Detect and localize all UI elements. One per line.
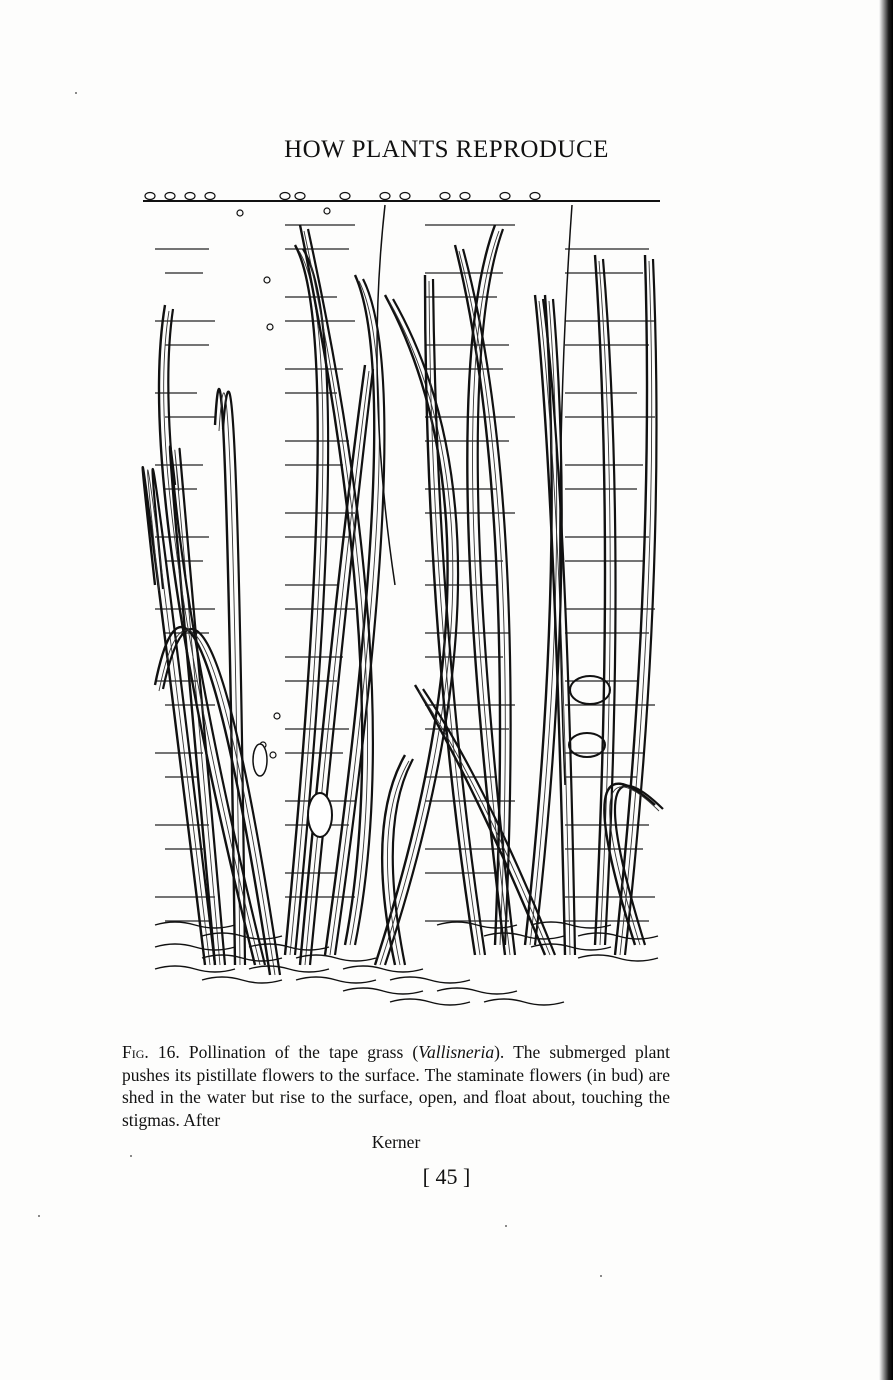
vallisneria-engraving <box>95 185 695 1015</box>
floating-flower <box>145 193 155 200</box>
leaf-edge <box>455 245 500 945</box>
paper-speck <box>505 1225 507 1227</box>
sediment-stroke <box>155 966 235 972</box>
figure-label: Fig. 16. <box>122 1042 180 1062</box>
bubble <box>264 277 270 283</box>
floating-flower <box>340 193 350 200</box>
floating-flower <box>380 193 390 200</box>
sediment-stroke <box>249 966 329 972</box>
sediment-stroke <box>390 999 470 1005</box>
leaf-edge <box>433 279 485 955</box>
caption-credit: Kerner <box>371 1132 421 1152</box>
sediment-stroke <box>202 977 282 983</box>
sediment-stroke <box>484 999 564 1005</box>
sediment-stroke <box>296 955 376 961</box>
floating-flower <box>460 193 470 200</box>
sediment-stroke <box>343 988 423 994</box>
bubble <box>274 713 280 719</box>
paper-speck <box>600 1275 602 1277</box>
leaf-edge <box>385 299 458 965</box>
caption-genus: Vallisneria <box>418 1042 495 1062</box>
leaf-edge <box>155 627 270 975</box>
bubble <box>267 324 273 330</box>
leaf-edge <box>143 467 205 965</box>
sediment-stroke <box>437 988 517 994</box>
sediment-stroke <box>343 966 423 972</box>
leaf-edge <box>285 245 318 955</box>
sediment-stroke <box>155 922 235 928</box>
bubble <box>237 210 243 216</box>
sediment-stroke <box>202 933 282 939</box>
running-title: HOW PLANTS REPRODUCE <box>284 136 609 163</box>
sediment-stroke <box>296 977 376 983</box>
floating-flower <box>400 193 410 200</box>
staminate-spathe <box>308 793 332 837</box>
sediment-stroke <box>578 955 658 961</box>
page-number: [ 45 ] <box>422 1164 471 1189</box>
floating-flower <box>440 193 450 200</box>
caption-lead: Pollination of the tape grass ( <box>188 1042 419 1062</box>
bubble <box>270 752 276 758</box>
floating-flower <box>295 193 305 200</box>
paper-speck <box>75 92 77 94</box>
leaf-edge <box>153 469 215 965</box>
river-bed <box>155 922 658 1005</box>
sediment-stroke <box>390 977 470 983</box>
floating-flower <box>500 193 510 200</box>
floating-flower <box>205 193 215 200</box>
floating-flower <box>280 193 290 200</box>
leaf-edge <box>425 275 475 955</box>
flower-stalk <box>377 205 395 585</box>
ribbon-leaves <box>143 225 663 975</box>
floating-flower <box>185 193 195 200</box>
leaf-vein <box>148 470 210 965</box>
floating-flower <box>165 193 175 200</box>
paper-speck <box>130 1155 132 1157</box>
caption-body: ). The submerged plant pushes its pistillate flowers to the surface. The staminate flowers (in bud) are shed in the water but rise to the surface, open, and float about, touching the stigmas. After <box>122 1042 670 1130</box>
floating-flowers <box>145 193 540 200</box>
leaf-edge <box>595 255 605 945</box>
bubble <box>324 208 330 214</box>
flower-cluster <box>253 744 267 776</box>
floating-flower <box>530 193 540 200</box>
tape-grass-illustration <box>95 185 695 1015</box>
figure-caption <box>122 1041 670 1154</box>
paper-speck <box>38 1215 40 1217</box>
